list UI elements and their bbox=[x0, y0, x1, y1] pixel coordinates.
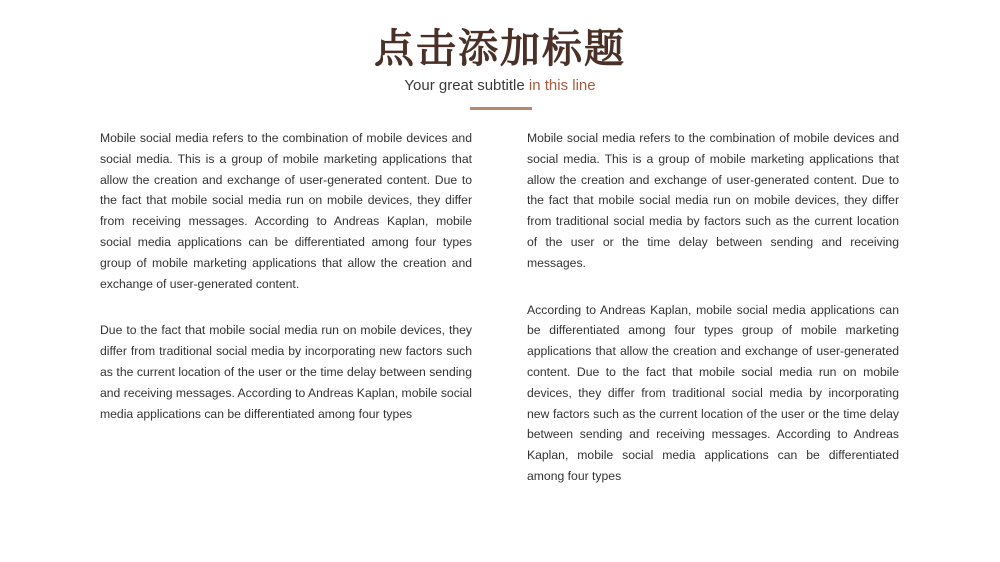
right-paragraph-2: According to Andreas Kaplan, mobile social media applications can be differentiated among four types group of mobile marketing applications that allow the creation and exchange of user-generated content. Due to the fact that mobile social media run on mobile devices, they differ from traditional social media by incorporating new factors such as the current location of the user or the time delay between sending and receiving messages. According to Andreas Kaplan, mobile social media applications can be differentiated among four types bbox=[527, 302, 899, 483]
page-subtitle bbox=[0, 76, 1000, 96]
right-paragraph-1: Mobile social media refers to the combination of mobile devices and social media. This is a group of mobile marketing applications that allow the creation and exchange of user-generated content. Due to the fact that mobile social media run on mobile devices, they differ from traditional social media by factors such as the current location of the user or the time delay between sending and receiving messages. bbox=[527, 131, 899, 270]
left-paragraph-1: Mobile social media refers to the combination of mobile devices and social media. This is a group of mobile marketing applications that allow the creation and exchange of user-generated content. Due to the fact that mobile social media run on mobile devices, they differ from receiving messages. According to Andreas Kaplan, mobile social media applications can be differentiated among four types group of mobile marketing applications that allow the creation and exchange of user-generated content. bbox=[100, 131, 472, 291]
title-divider bbox=[470, 107, 532, 110]
subtitle-accent-text: in this line bbox=[528, 77, 596, 94]
left-text-column bbox=[100, 128, 472, 424]
subtitle-main-text: Your great subtitle bbox=[404, 77, 529, 94]
page-title: 点击添加标题 bbox=[374, 26, 626, 72]
right-text-column bbox=[527, 128, 899, 487]
left-paragraph-2: Due to the fact that mobile social media run on mobile devices, they differ from traditional social media by incorporating new factors such as the current location of the user or the time delay between sending and receiving messages. According to Andreas Kaplan, mobile social media applications can be differentiated among four types bbox=[100, 323, 472, 421]
